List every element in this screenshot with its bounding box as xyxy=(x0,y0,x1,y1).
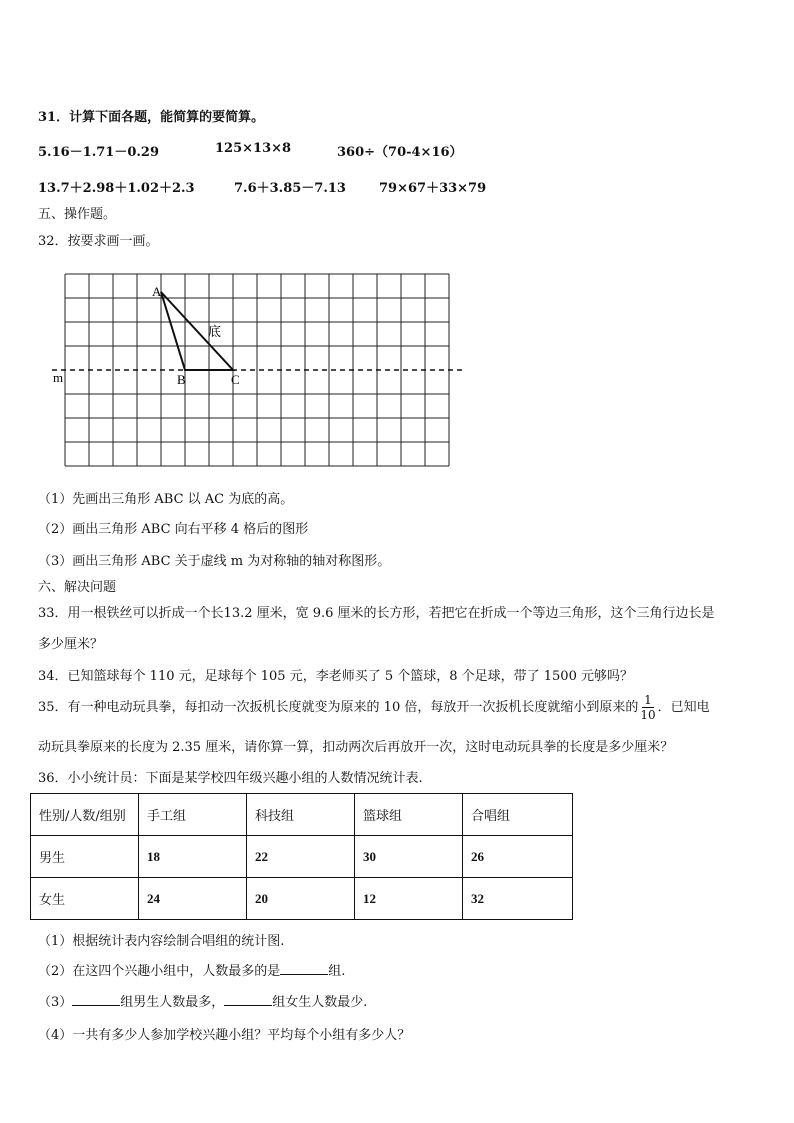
table-cell: 30 xyxy=(355,836,463,878)
row-label: 女生 xyxy=(31,878,139,920)
q36-item-3 xyxy=(38,991,367,1010)
q36-title: 36．小小统计员：下面是某学校四年级兴趣小组的人数情况统计表. xyxy=(38,771,423,786)
axis-m-label: m xyxy=(53,370,64,385)
table-header-cell: 科技组 xyxy=(247,794,355,836)
table-header-cell: 性别/人数/组别 xyxy=(31,794,139,836)
interest-group-table xyxy=(30,793,573,920)
table-cell: 26 xyxy=(463,836,573,878)
vertex-b-label: B xyxy=(177,372,186,387)
q36-item-2 xyxy=(38,960,345,979)
vertex-a-label: A xyxy=(152,284,162,299)
q33-line-1: 33．用一根铁丝可以折成一个长13.2 厘米，宽 9.6 厘米的长方形，若把它在折成一个等边三角形，这个三角行边长是 xyxy=(38,606,715,621)
q35-line-2: 动玩具拳原来的长度为 2.35 厘米，请你算一算，扣动两次后再放开一次，这时电动玩具拳的长度是多少厘米？ xyxy=(38,740,674,755)
q32-item-2: （2）画出三角形 ABC 向右平移 4 格后的图形 xyxy=(38,522,309,537)
grid-lines xyxy=(65,274,449,466)
q31-expr-1: 5.16－1.71－0.29 xyxy=(38,145,159,160)
q35-text-after: ．已知电 xyxy=(657,700,710,715)
q35-line-1 xyxy=(38,693,710,722)
table-cell: 12 xyxy=(355,878,463,920)
fraction-denominator: 10 xyxy=(640,708,656,722)
q36-item-3-suffix: 组女生人数最少. xyxy=(272,995,368,1010)
q32-title: 32．按要求画一画。 xyxy=(38,234,159,249)
q31-expr-6: 79×67＋33×79 xyxy=(379,181,487,196)
table-header-cell: 合唱组 xyxy=(463,794,573,836)
table-header-row xyxy=(31,794,573,836)
table-header-cell: 篮球组 xyxy=(355,794,463,836)
table-cell: 32 xyxy=(463,878,573,920)
q36-item-3-prefix: （3） xyxy=(38,995,73,1010)
row-label: 男生 xyxy=(31,836,139,878)
table-cell: 18 xyxy=(139,836,247,878)
q31-expr-4: 13.7＋2.98＋1.02＋2.3 xyxy=(38,181,195,196)
table-cell: 22 xyxy=(247,836,355,878)
answer-blank[interactable] xyxy=(280,962,328,975)
q32-item-3: （3）画出三角形 ABC 关于虚线 m 为对称轴的轴对称图形。 xyxy=(38,554,391,569)
q36-item-2-text: （2）在这四个兴趣小组中，人数最多的是 xyxy=(38,964,281,979)
grid-svg xyxy=(40,264,470,474)
q36-item-4: （4）一共有多少人参加学校兴趣小组？平均每个小组有多少人？ xyxy=(38,1028,411,1043)
q31-expr-5: 7.6＋3.85－7.13 xyxy=(234,181,346,196)
section-5-heading: 五、操作题。 xyxy=(38,207,117,222)
q36-item-2-suffix: 组. xyxy=(328,964,346,979)
answer-blank[interactable] xyxy=(72,993,120,1006)
vertex-c-label: C xyxy=(231,372,240,387)
section-6-heading: 六、解决问题 xyxy=(38,580,117,595)
q36-item-3-mid: 组男生人数最多， xyxy=(120,995,225,1010)
base-label: 底 xyxy=(208,324,222,339)
triangle-abc xyxy=(161,292,233,370)
grid-figure xyxy=(40,264,470,474)
q31-title: 31．计算下面各题，能简算的要简算。 xyxy=(38,110,265,125)
q34-text: 34．已知篮球每个 110 元，足球每个 105 元，李老师买了 5 个篮球，8 个足球，带了 1500 元够吗？ xyxy=(38,669,633,684)
q31-expr-3: 360÷（70-4×16） xyxy=(337,145,463,160)
q35-text-before: 35．有一种电动玩具拳，每扣动一次扳机长度就变为原来的 10 倍，每放开一次扳机长度就缩小到原来的 xyxy=(38,700,639,715)
fraction-one-tenth xyxy=(640,693,655,722)
table-cell: 24 xyxy=(139,878,247,920)
table-row xyxy=(31,836,573,878)
table-header-cell: 手工组 xyxy=(139,794,247,836)
q31-expr-2: 125×13×8 xyxy=(215,141,292,156)
q33-line-2: 多少厘米？ xyxy=(38,637,104,652)
q32-item-1: （1）先画出三角形 ABC 以 AC 为底的高。 xyxy=(38,492,294,507)
table-row xyxy=(31,878,573,920)
fraction-numerator: 1 xyxy=(644,693,652,707)
table-cell: 20 xyxy=(247,878,355,920)
answer-blank[interactable] xyxy=(224,993,272,1006)
q36-item-1: （1）根据统计表内容绘制合唱组的统计图. xyxy=(38,934,285,949)
